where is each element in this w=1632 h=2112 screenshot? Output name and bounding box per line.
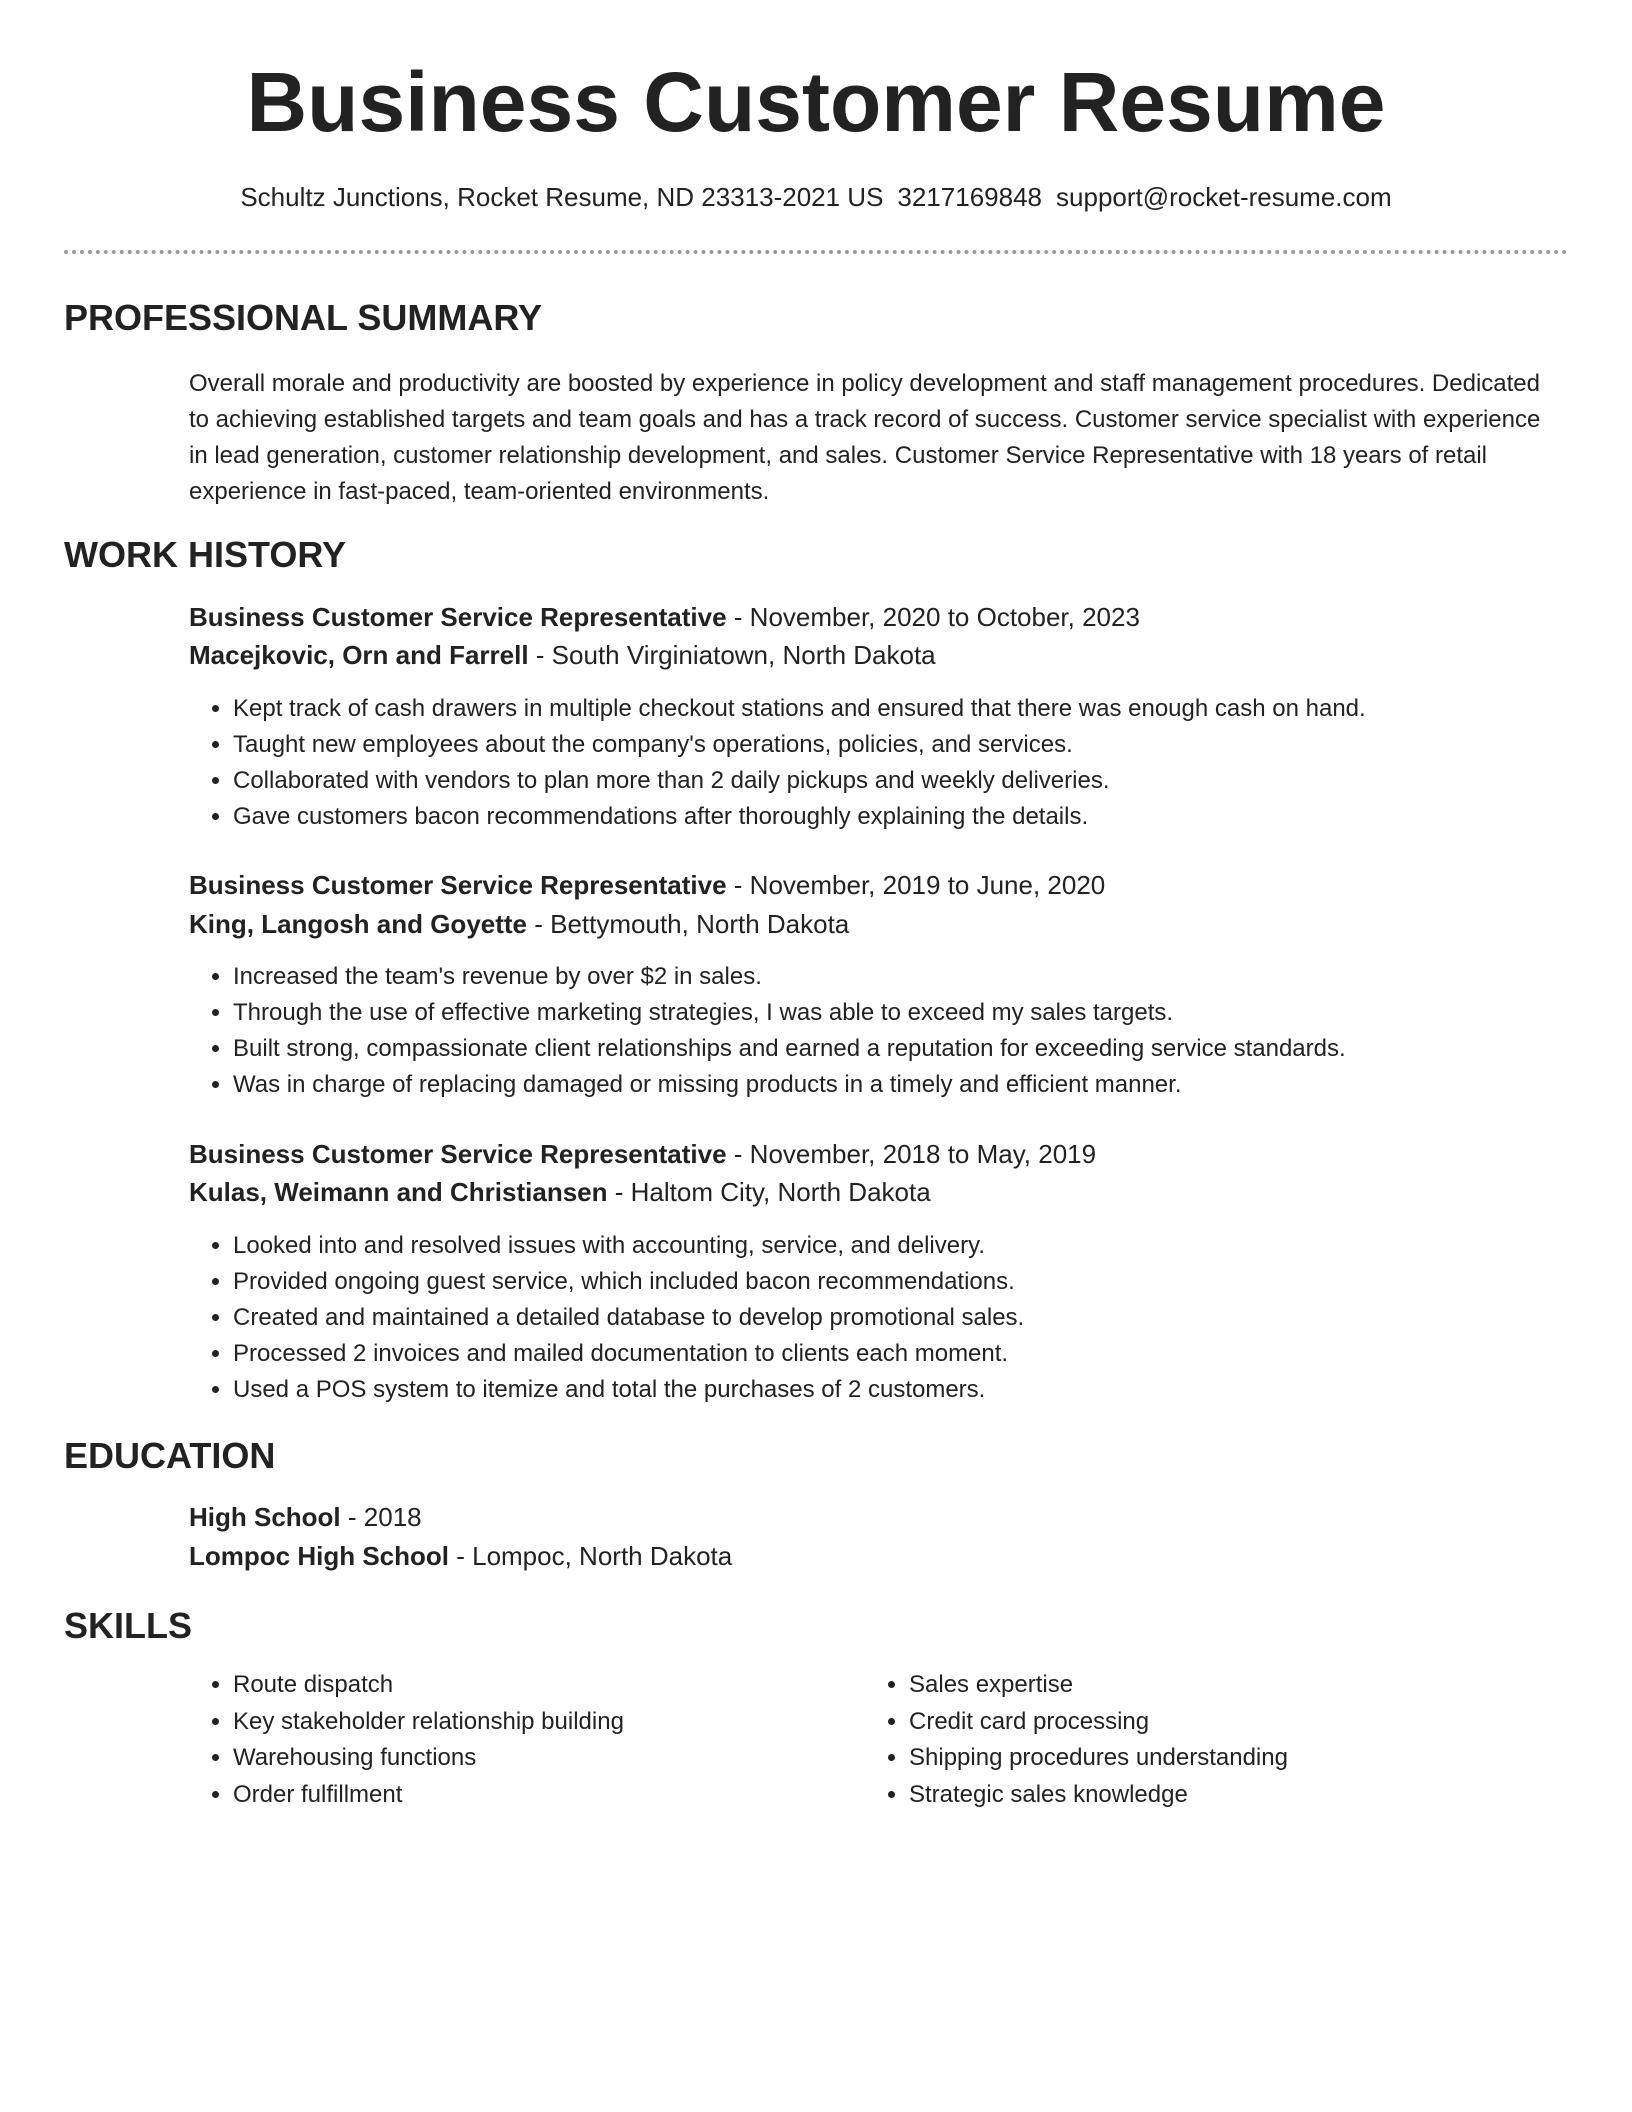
list-item: • Gave customers bacon recommendations after thoroughly explaining the details. xyxy=(233,799,1603,835)
list-item: • Provided ongoing guest service, which included bacon recommendations. xyxy=(233,1264,1603,1300)
job-1-bullets xyxy=(189,691,1603,835)
education-degree: High School xyxy=(189,1502,341,1532)
contact-address: Schultz Junctions, Rocket Resume, ND 23313-2021 US xyxy=(240,182,884,212)
job-1-location: - South Virginiatown, North Dakota xyxy=(528,640,936,670)
list-item: • Processed 2 invoices and mailed documentation to clients each moment. xyxy=(233,1336,1603,1372)
education-school: Lompoc High School xyxy=(189,1541,449,1571)
resume-title: Business Customer Resume xyxy=(246,55,1386,149)
education-location: - Lompoc, North Dakota xyxy=(449,1541,733,1571)
job-3-company-line xyxy=(189,1173,1559,1211)
list-item: • Was in charge of replacing damaged or missing products in a timely and efficient manner. xyxy=(233,1067,1603,1103)
work-history-heading: WORK HISTORY xyxy=(64,534,347,575)
job-2-dates: - November, 2019 to June, 2020 xyxy=(726,870,1106,900)
job-1-role-line xyxy=(189,598,1559,636)
job-2-location: - Bettymouth, North Dakota xyxy=(527,909,850,939)
list-item: • Sales expertise xyxy=(909,1667,1529,1704)
list-item: • Warehousing functions xyxy=(233,1740,853,1777)
list-item: • Created and maintained a detailed database to develop promotional sales. xyxy=(233,1300,1603,1336)
list-item: • Increased the team's revenue by over $2 in sales. xyxy=(233,959,1603,995)
summary-heading: PROFESSIONAL SUMMARY xyxy=(64,297,543,338)
list-item: • Built strong, compassionate client relationships and earned a reputation for exceeding service standards. xyxy=(233,1031,1603,1067)
education-degree-line xyxy=(189,1498,1559,1536)
contact-phone: 3217169848 xyxy=(897,182,1043,212)
list-item: • Collaborated with vendors to plan more than 2 daily pickups and weekly deliveries. xyxy=(233,763,1603,799)
job-2-role-line xyxy=(189,866,1559,904)
list-item: • Looked into and resolved issues with accounting, service, and delivery. xyxy=(233,1228,1603,1264)
job-1-company: Macejkovic, Orn and Farrell xyxy=(189,640,529,670)
list-item: • Used a POS system to itemize and total the purchases of 2 customers. xyxy=(233,1372,1603,1408)
job-3-bullets xyxy=(189,1228,1603,1408)
list-item: • Taught new employees about the company's operations, policies, and services. xyxy=(233,727,1603,763)
job-1-dates: - November, 2020 to October, 2023 xyxy=(726,602,1140,632)
skills-list-left xyxy=(189,1667,853,1813)
job-3-dates: - November, 2018 to May, 2019 xyxy=(726,1139,1097,1169)
job-2-bullets xyxy=(189,959,1603,1103)
header-divider xyxy=(64,250,1568,254)
education-year: - 2018 xyxy=(340,1502,422,1532)
list-item: • Route dispatch xyxy=(233,1667,853,1704)
skills-heading: SKILLS xyxy=(64,1605,193,1646)
job-3-role-line xyxy=(189,1135,1559,1173)
job-3-role: Business Customer Service Representative xyxy=(189,1139,727,1169)
job-3-location: - Haltom City, North Dakota xyxy=(607,1177,931,1207)
job-1-role: Business Customer Service Representative xyxy=(189,602,727,632)
contact-email[interactable]: support@rocket-resume.com xyxy=(1056,182,1392,212)
job-1-company-line xyxy=(189,636,1559,674)
list-item: • Strategic sales knowledge xyxy=(909,1777,1529,1814)
list-item: • Credit card processing xyxy=(909,1704,1529,1741)
list-item: • Kept track of cash drawers in multiple checkout stations and ensured that there was enough cash on hand. xyxy=(233,691,1603,727)
list-item: • Order fulfillment xyxy=(233,1777,853,1814)
summary-text: Overall morale and productivity are boosted by experience in policy development and staff management procedures. Dedicated to achieving established targets and team goals and has a track record of success. Customer service specialist with experience in lead generation, customer relationship development, and sales. Customer Service Representative with 18 years of retail experience in fast-paced, team-oriented environments. xyxy=(189,370,1541,505)
skills-list-right xyxy=(865,1667,1529,1813)
education-school-line xyxy=(189,1537,1559,1575)
list-item: • Shipping procedures understanding xyxy=(909,1740,1529,1777)
list-item: • Key stakeholder relationship building xyxy=(233,1704,853,1741)
job-2-company: King, Langosh and Goyette xyxy=(189,909,528,939)
education-heading: EDUCATION xyxy=(64,1435,276,1476)
job-2-company-line xyxy=(189,905,1559,943)
contact-line xyxy=(0,180,1632,214)
job-3-company: Kulas, Weimann and Christiansen xyxy=(189,1177,608,1207)
list-item: • Through the use of effective marketing strategies, I was able to exceed my sales targets. xyxy=(233,995,1603,1031)
job-2-role: Business Customer Service Representative xyxy=(189,870,727,900)
